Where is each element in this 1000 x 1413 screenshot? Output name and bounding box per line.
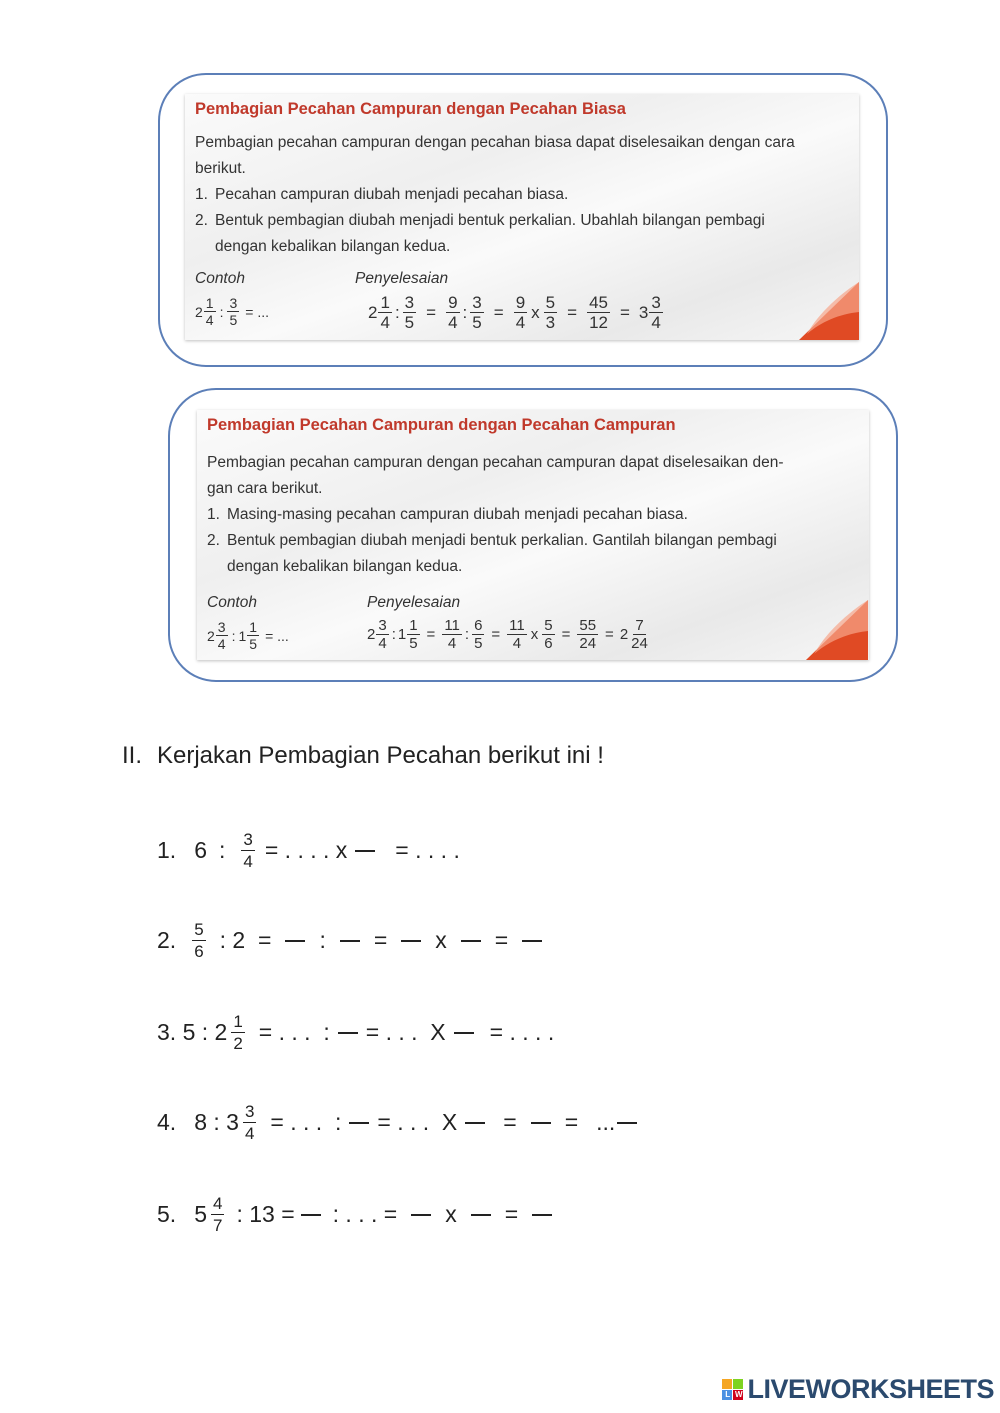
solution-expression: 2 1 4 : $\frac{3}{5}$ = $\frac{9}{4}$ : $\frac{3}{5}$ = $\frac{9}{4}$ x $\frac{5}{3}$ = $\frac{45}{12}$ = 3 3 4 (368, 293, 661, 332)
fraction: $\frac{1}{2}$ (233, 1012, 243, 1053)
solution-label: Penyelesaian (367, 594, 461, 611)
example-label: Contoh (195, 270, 245, 287)
intro-line-1: Pembagian pecahan campuran dengan pecahan campuran dapat diselesaikan den- (207, 454, 784, 471)
fraction: $\frac{3}{4}$ (244, 1102, 255, 1143)
answer-blank[interactable] (349, 1122, 369, 1124)
intro-line-2: gan cara berikut. (207, 480, 323, 497)
step-2-continued: dengan kebalikan bilangan kedua. (215, 238, 451, 255)
step-2: 2. Bentuk pembagian diubah menjadi bentuk perkalian. Gantilah bilangan pembagi (207, 532, 777, 549)
answer-blank[interactable] (465, 1122, 485, 1124)
answer-blank[interactable] (338, 1032, 358, 1034)
liveworksheets-icon: L W (722, 1379, 743, 1400)
step-2-continued: dengan kebalikan bilangan kedua. (227, 558, 463, 575)
step-2: 2. Bentuk pembagian diubah menjadi bentuk perkalian. Ubahlah bilangan pembagi (195, 212, 765, 229)
example-expression: 2 1 4 : 3 5 = ... (195, 295, 270, 328)
answer-blank[interactable] (401, 940, 421, 942)
card-body (207, 450, 859, 580)
answer-blank[interactable] (461, 940, 481, 942)
answer-blank[interactable] (411, 1214, 431, 1216)
section-heading: II. Kerjakan Pembagian Pecahan berikut ini ! (122, 742, 604, 769)
answer-blank[interactable] (617, 1122, 637, 1124)
info-card-mixed-by-fraction (185, 94, 859, 340)
intro-line-1: Pembagian pecahan campuran dengan pecahan biasa dapat diselesaikan dengan cara (195, 134, 795, 151)
answer-blank[interactable] (522, 940, 542, 942)
step-1: 1. Masing-masing pecahan campuran diubah menjadi pecahan biasa. (207, 506, 688, 523)
answer-blank[interactable] (301, 1214, 321, 1216)
answer-blank[interactable] (471, 1214, 491, 1216)
card-title: Pembagian Pecahan Campuran dengan Pecahan Biasa (195, 100, 626, 118)
info-card-mixed-by-mixed (197, 410, 869, 660)
intro-line-2: berikut. (195, 160, 246, 177)
answer-blank[interactable] (532, 1214, 552, 1216)
fraction: $\frac{3}{4}$ (243, 830, 253, 871)
exercise-1: 1. 6 : $\frac{3}{4}$ = . . . . x = . . . . (157, 830, 460, 871)
exercise-4: 4. 8 : 3 $\frac{3}{4}$ = . . . : = . . . X = = ... (157, 1103, 637, 1142)
answer-blank[interactable] (340, 940, 360, 942)
answer-blank[interactable] (285, 940, 305, 942)
solution-label: Penyelesaian (355, 270, 449, 287)
page-curl-icon (805, 600, 869, 660)
fraction: 5 6 (194, 920, 204, 961)
exercise-5: 5. 5 4 7 : 13 = : . . . = x = (157, 1195, 566, 1234)
card-title: Pembagian Pecahan Campuran dengan Pecahan Campuran (207, 416, 676, 434)
example-label: Contoh (207, 594, 257, 611)
card-body (195, 130, 847, 260)
answer-blank[interactable] (454, 1032, 474, 1034)
answer-blank[interactable] (531, 1122, 551, 1124)
example-expression: 2 3 4 : 1 1 5 = ... (207, 619, 289, 652)
solution-expression: 2 3 4 : 1 $\frac{1}{5}$ = $\frac{11}{4}$ : $\frac{6}{5}$ = $\frac{11}{4}$ x $\frac{5}{6}$ = $\frac{55}{24}$ = 2 7 24 (367, 617, 648, 652)
brand-name: LIVEWORKSHEETS (747, 1374, 994, 1404)
answer-blank[interactable] (355, 850, 375, 852)
exercise-2: 2. 5 6 : 2 = : = x = (157, 921, 556, 960)
page-curl-icon (799, 282, 859, 340)
liveworksheets-logo (722, 1374, 994, 1405)
exercise-3: 3. 5 : 2 $\frac{1}{2}$ = . . . : = . . . X = . . . . (157, 1012, 555, 1053)
step-1: 1. Pecahan campuran diubah menjadi pecahan biasa. (195, 186, 569, 203)
fraction: 4 7 (212, 1194, 223, 1235)
